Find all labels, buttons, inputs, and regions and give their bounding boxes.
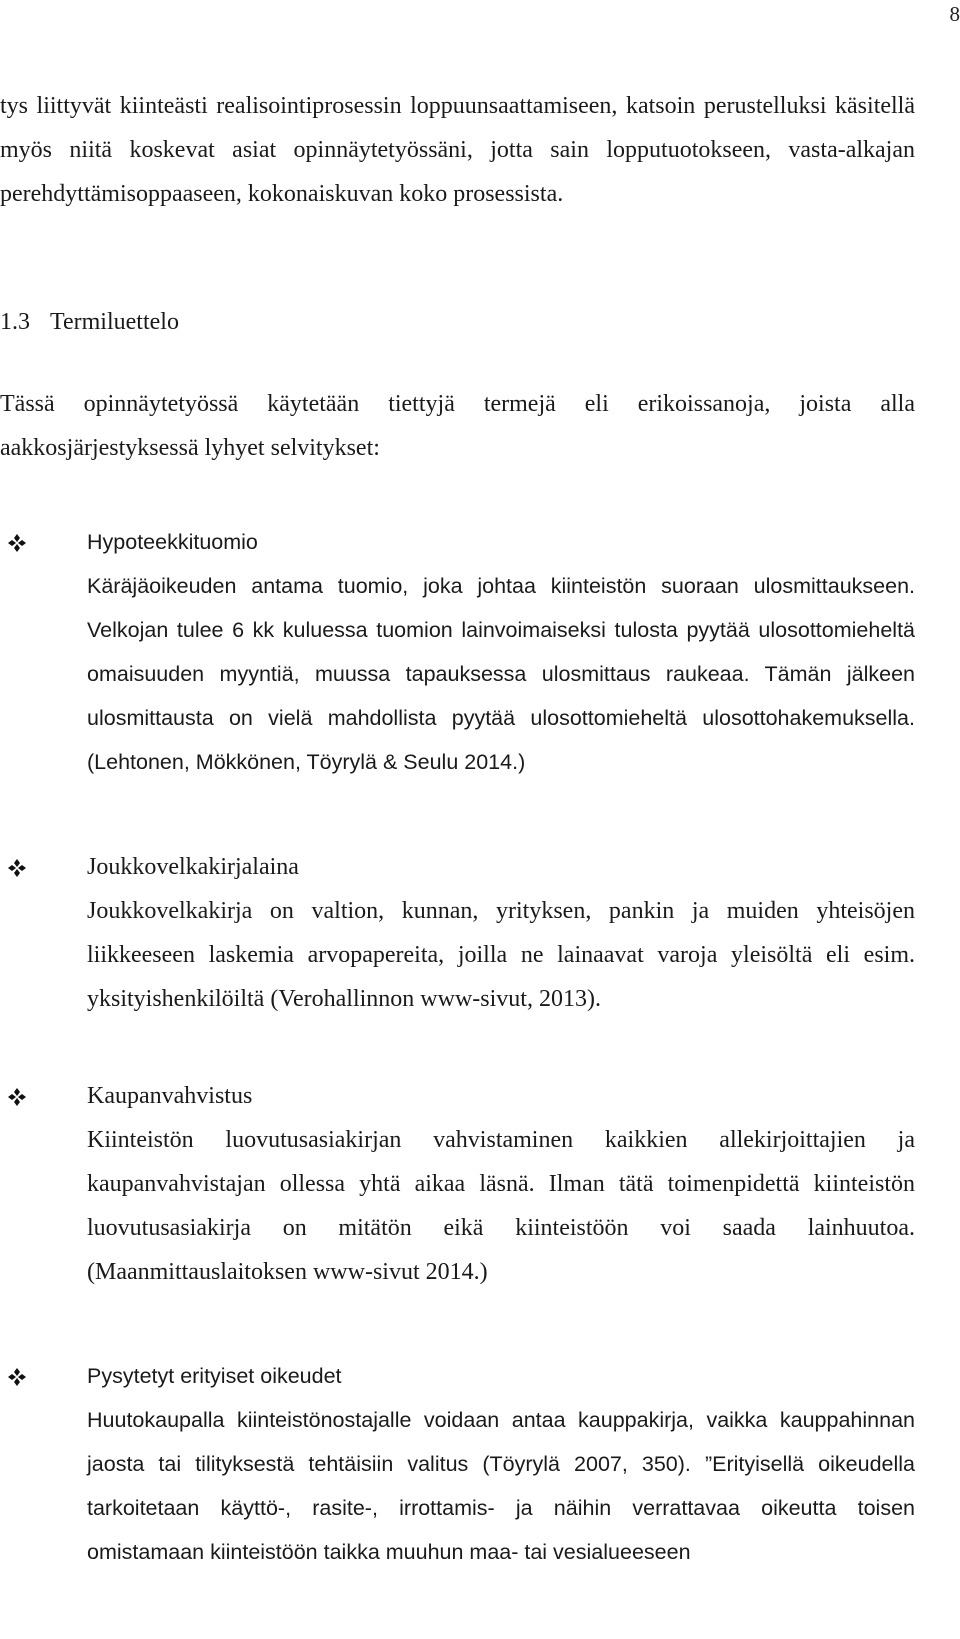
term-item-kaupanvahvistus — [0, 1074, 915, 1294]
term-definition: Kiinteistön luovutusasiakirjan vahvistaminen kaikkien allekirjoittajien ja kaupanvahvistajan ollessa yhtä aikaa läsnä. Ilman tätä toimenpidettä kiinteistön luovutusasiakirja on mitätön eikä kiinteistöön voi saada lainhuutoa. (Maanmittauslaitoksen www-sivut 2014.) — [87, 1127, 915, 1285]
term-definition: Käräjäoikeuden antama tuomio, joka johtaa kiinteistön suoraan ulosmittaukseen. Velkojan tulee 6 kk kuluessa tuomion lainvoimaiseksi tulosta pyytää ulosottomieheltä omaisuuden myyntiä, muussa tapauksessa ulosmittaus raukeaa. Tämän jälkeen ulosmittausta on vielä mahdollista pyytää ulosottomieheltä ulosottohakemuksella. (Lehtonen, Mökkönen, Töyrylä & Seulu 2014.) — [87, 574, 915, 774]
term-name: Kaupanvahvistus — [87, 1083, 253, 1109]
term-definition: Huutokaupalla kiinteistönostajalle voidaan antaa kauppakirja, vaikka kauppahinnan jaosta tai tilityksestä tehtäisiin valitus (Töyrylä 2007, 350). ”Erityisellä oikeudella tarkoitetaan käyttö-, rasite-, irrottamis- ja näihin verrattavaa oikeutta toisen omistamaan kiinteistöön taikka muuhun maa- tai vesialueeseen — [87, 1408, 915, 1564]
term-name: Hypoteekkituomio — [87, 530, 258, 554]
four-diamond-bullet-icon — [8, 534, 26, 552]
page-number: 8 — [949, 2, 960, 26]
lead-paragraph: tys liittyvät kiinteästi realisointiprosessin loppuunsaattamiseen, katsoin perustelluksi käsitellä myös niitä koskevat asiat opinnäytetyössäni, jotta sain lopputuotokseen, vasta-alkajan perehdyttämisoppaaseen, kokonaiskuvan koko prosessista. — [0, 93, 915, 207]
term-item-pysytetyt-erityiset-oikeudet — [0, 1354, 915, 1574]
term-name: Joukkovelkakirjalaina — [87, 854, 299, 880]
section-heading — [0, 300, 179, 344]
section-number: 1.3 — [0, 309, 30, 335]
term-item-joukkovelkakirjalaina — [0, 845, 915, 1021]
term-definition: Joukkovelkakirja on valtion, kunnan, yrityksen, pankin ja muiden yhteisöjen liikkeeseen laskemia arvopapereita, joilla ne lainaavat varoja yleisöltä eli esim. yksityishenkilöiltä (Verohallinnon www-sivut, 2013). — [87, 898, 915, 1012]
term-name: Pysytetyt erityiset oikeudet — [87, 1364, 342, 1388]
term-item-hypoteekkituomio — [0, 520, 915, 784]
section-title: Termiluettelo — [50, 309, 179, 335]
four-diamond-bullet-icon — [8, 1088, 26, 1106]
intro-paragraph: Tässä opinnäytetyössä käytetään tiettyjä termejä eli erikoissanoja, joista alla aakkosjärjestyksessä lyhyet selvitykset: — [0, 391, 915, 461]
four-diamond-bullet-icon — [8, 1368, 26, 1386]
four-diamond-bullet-icon — [8, 859, 26, 877]
